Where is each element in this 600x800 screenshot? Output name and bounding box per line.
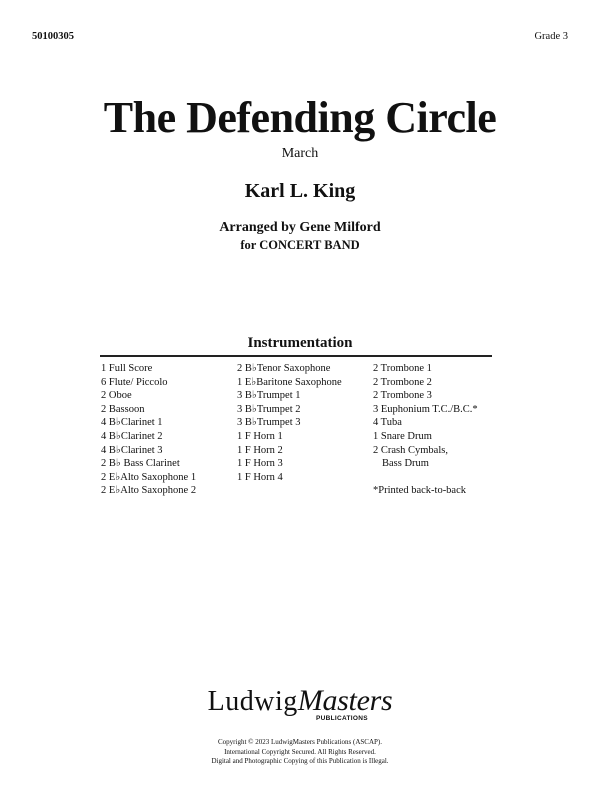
instrument-column-1	[101, 362, 231, 498]
instrumentation-rule	[100, 355, 492, 357]
instrument-item: 1 F Horn 3	[237, 458, 283, 470]
instrument-item: 2 E♭Alto Saxophone 1	[101, 471, 197, 483]
instrument-item: 4 Tuba	[373, 417, 402, 429]
logo-ludwig-text: Ludwig	[207, 686, 298, 717]
instrument-item: 1 F Horn 2	[237, 444, 283, 456]
logo-wordmark	[208, 686, 393, 716]
instrument-item: 2 Crash Cymbals,	[373, 444, 448, 456]
instrument-item: 2 Trombone 3	[373, 390, 432, 402]
instrument-item: 1 Snare Drum	[373, 430, 432, 442]
instrument-item: 1 F Horn 1	[237, 430, 283, 442]
copyright-line: Digital and Photographic Copying of this Publication is Illegal.	[211, 757, 389, 765]
instrument-item: 2 Oboe	[101, 390, 132, 402]
instrument-item: 3 B♭Trumpet 1	[237, 390, 301, 402]
grade-label: Grade 3	[534, 31, 568, 42]
instrument-item: 4 B♭Clarinet 2	[101, 430, 163, 442]
instrument-column-2	[237, 362, 367, 484]
instrument-item: 4 B♭Clarinet 3	[101, 444, 163, 456]
instrument-item: 1 Full Score	[101, 363, 153, 374]
instrument-item: 2 B♭ Bass Clarinet	[101, 458, 180, 470]
instrument-item: 2 Bassoon	[101, 403, 145, 415]
page-title: The Defending Circle	[103, 93, 497, 142]
subtitle: March	[281, 146, 319, 161]
catalog-number: 50100305	[32, 31, 74, 42]
footnote-spacer	[373, 471, 498, 485]
instrument-item: 2 E♭Alto Saxophone 2	[101, 485, 197, 497]
instrument-item: 3 Euphonium T.C./B.C.*	[373, 403, 478, 415]
instrument-item: 3 B♭Trumpet 2	[237, 403, 301, 415]
instrument-item: 1 F Horn 4	[237, 471, 283, 483]
publisher-logo	[0, 686, 600, 716]
instrument-item: 2 B♭Tenor Saxophone	[237, 363, 331, 374]
copyright-line: Copyright © 2023 LudwigMasters Publications (ASCAP).	[218, 738, 382, 746]
instrument-item: 4 B♭Clarinet 1	[101, 417, 163, 429]
logo-publications-text: PUBLICATIONS	[316, 715, 368, 722]
instrument-item: Bass Drum	[382, 458, 429, 470]
composer-name: Karl L. King	[244, 180, 356, 202]
logo-masters-text: Masters	[297, 684, 393, 717]
instrument-item: 6 Flute/ Piccolo	[101, 376, 168, 388]
instrument-item: 1 E♭Baritone Saxophone	[237, 376, 342, 388]
arranger-line: Arranged by Gene Milford	[219, 220, 381, 235]
instrument-column-3	[373, 362, 498, 498]
copyright-line: International Copyright Secured. All Rights Reserved.	[224, 747, 376, 756]
instrument-item: 2 Trombone 2	[373, 376, 432, 388]
instrument-item: 3 B♭Trumpet 3	[237, 417, 301, 429]
instrument-item: 2 Trombone 1	[373, 363, 432, 374]
footnote: *Printed back-to-back	[373, 485, 467, 497]
ensemble-line: for CONCERT BAND	[240, 238, 360, 252]
instrumentation-heading: Instrumentation	[247, 335, 353, 351]
copyright-notice	[0, 738, 600, 767]
